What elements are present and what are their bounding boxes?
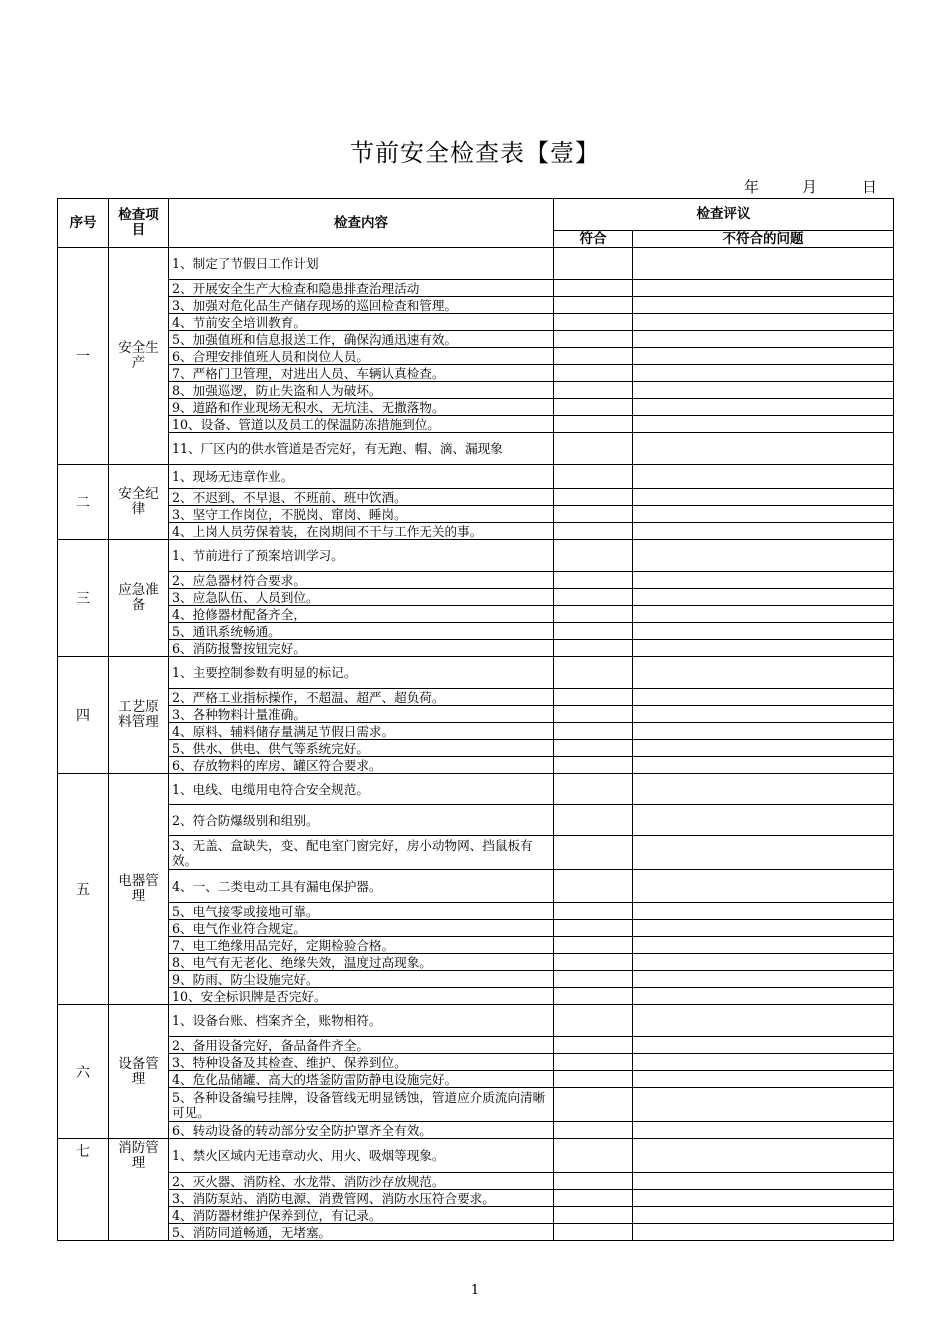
conform-cell[interactable] [554,623,633,640]
conform-cell[interactable] [554,365,633,382]
conform-cell[interactable] [554,1005,633,1037]
check-item: 1、主要控制参数有明显的标记。 [169,657,554,689]
page-number: 1 [470,1283,480,1298]
check-item: 2、应急器材符合要求。 [169,572,554,589]
check-item: 9、道路和作业现场无积水、无坑洼、无撒落物。 [169,399,554,416]
header-conform: 符合 [554,231,633,248]
check-item: 4、一、二类电动工具有漏电保护器。 [169,870,554,903]
issue-cell[interactable] [633,1037,894,1054]
issue-cell[interactable] [633,314,894,331]
check-item: 3、消防泵站、消防电源、消费管网、消防水压符合要求。 [169,1190,554,1207]
issue-cell[interactable] [633,623,894,640]
conform-cell[interactable] [554,1088,633,1122]
table-row [58,572,894,589]
section-name: 工艺原料管理 [109,657,169,774]
issue-cell[interactable] [633,1190,894,1207]
table-row [58,540,894,572]
table-row [58,523,894,540]
conform-cell[interactable] [554,540,633,572]
issue-cell[interactable] [633,640,894,657]
issue-cell[interactable] [633,689,894,706]
check-item: 2、备用设备完好，备品备件齐全。 [169,1037,554,1054]
table-row [58,506,894,523]
issue-cell[interactable] [633,740,894,757]
check-item: 3、特种设备及其检查、维护、保养到位。 [169,1054,554,1071]
check-item: 1、制定了节假日工作计划 [169,248,554,280]
conform-cell[interactable] [554,640,633,657]
table-row [58,723,894,740]
section-name: 消防管理 [109,1139,169,1241]
conform-cell[interactable] [554,1190,633,1207]
table-row [58,365,894,382]
conform-cell[interactable] [554,1139,633,1173]
table-row [58,988,894,1005]
check-item: 2、符合防爆级别和组别。 [169,805,554,836]
conform-cell[interactable] [554,433,633,465]
table-row [58,805,894,836]
table-row [58,1054,894,1071]
section-name: 应急准备 [109,540,169,657]
conform-cell[interactable] [554,465,633,489]
table-row [58,416,894,433]
conform-cell[interactable] [554,971,633,988]
conform-cell[interactable] [554,1207,633,1224]
conform-cell[interactable] [554,314,633,331]
check-item: 2、开展安全生产大检查和隐患排查治理活动 [169,280,554,297]
check-item: 1、现场无违章作业。 [169,465,554,489]
conform-cell[interactable] [554,988,633,1005]
conform-cell[interactable] [554,348,633,365]
issue-cell[interactable] [633,606,894,623]
table-row [58,465,894,489]
conform-cell[interactable] [554,297,633,314]
table-row [58,706,894,723]
check-item: 3、坚守工作岗位，不脱岗、窜岗、睡岗。 [169,506,554,523]
check-item: 6、存放物料的库房、罐区符合要求。 [169,757,554,774]
table-row [58,971,894,988]
table-row [58,740,894,757]
conform-cell[interactable] [554,740,633,757]
check-item: 2、严格工业指标操作，不超温、超严、超负荷。 [169,689,554,706]
conform-cell[interactable] [554,723,633,740]
check-item: 5、各种设备编号挂牌，设备管线无明显锈蚀，管道应介质流向清晰可见。 [169,1088,554,1122]
check-item: 8、加强巡逻，防止失盗和人为破坏。 [169,382,554,399]
table-row [58,903,894,920]
table-row [58,1173,894,1190]
check-item: 7、电工绝缘用品完好，定期检验合格。 [169,937,554,954]
issue-cell[interactable] [633,954,894,971]
section-number: 四 [58,657,109,774]
check-item: 4、上岗人员劳保着装，在岗期间不干与工作无关的事。 [169,523,554,540]
check-item: 9、防雨、防尘设施完好。 [169,971,554,988]
issue-cell[interactable] [633,657,894,689]
issue-cell[interactable] [633,382,894,399]
issue-cell[interactable] [633,1005,894,1037]
check-item: 8、电气有无老化、绝缘失效，温度过高现象。 [169,954,554,971]
issue-cell[interactable] [633,988,894,1005]
conform-cell[interactable] [554,870,633,903]
section-number: 一 [58,248,109,465]
table-row [58,348,894,365]
issue-cell[interactable] [633,774,894,805]
inspection-table-body [58,248,894,1241]
conform-cell[interactable] [554,523,633,540]
conform-cell[interactable] [554,805,633,836]
table-row [58,1207,894,1224]
check-item: 4、危化品储罐、高大的塔釜防雷防静电设施完好。 [169,1071,554,1088]
issue-cell[interactable] [633,1088,894,1122]
conform-cell[interactable] [554,382,633,399]
issue-cell[interactable] [633,1054,894,1071]
issue-cell[interactable] [633,348,894,365]
date-month-label: 月 [802,178,818,196]
check-item: 5、加强值班和信息报送工作，确保沟通迅速有效。 [169,331,554,348]
issue-cell[interactable] [633,331,894,348]
conform-cell[interactable] [554,757,633,774]
check-item: 1、电线、电缆用电符合安全规范。 [169,774,554,805]
issue-cell[interactable] [633,589,894,606]
table-row [58,1088,894,1122]
section-name: 设备管理 [109,1005,169,1139]
check-item: 6、电气作业符合规定。 [169,920,554,937]
conform-cell[interactable] [554,399,633,416]
conform-cell[interactable] [554,1054,633,1071]
issue-cell[interactable] [633,506,894,523]
table-row [58,623,894,640]
check-item: 10、设备、管道以及员工的保温防冻措施到位。 [169,416,554,433]
table-row [58,920,894,937]
table-row [58,1005,894,1037]
table-row [58,836,894,870]
issue-cell[interactable] [633,572,894,589]
issue-cell[interactable] [633,870,894,903]
issue-cell[interactable] [633,365,894,382]
issue-cell[interactable] [633,1224,894,1241]
check-item: 2、灭火器、消防栓、水龙带、消防沙存放规范。 [169,1173,554,1190]
table-row [58,1190,894,1207]
table-row [58,774,894,805]
check-item: 11、厂区内的供水管道是否完好，有无跑、帽、滴、漏现象 [169,433,554,465]
section-number: 六 [58,1005,109,1139]
check-item: 3、加强对危化品生产储存现场的巡回检查和管理。 [169,297,554,314]
table-row [58,314,894,331]
table-row [58,640,894,657]
conform-cell[interactable] [554,903,633,920]
conform-cell[interactable] [554,706,633,723]
inspection-table [57,198,894,1241]
issue-cell[interactable] [633,971,894,988]
issue-cell[interactable] [633,489,894,506]
conform-cell[interactable] [554,489,633,506]
check-item: 10、安全标识牌是否完好。 [169,988,554,1005]
issue-cell[interactable] [633,723,894,740]
conform-cell[interactable] [554,1071,633,1088]
check-item: 6、转动设备的转动部分安全防护罩齐全有效。 [169,1122,554,1139]
conform-cell[interactable] [554,506,633,523]
table-row [58,382,894,399]
table-row [58,297,894,314]
conform-cell[interactable] [554,954,633,971]
conform-cell[interactable] [554,689,633,706]
header-issues: 不符合的问题 [633,231,894,248]
section-name: 安全纪律 [109,465,169,540]
section-name: 电器管理 [109,774,169,1005]
conform-cell[interactable] [554,937,633,954]
table-row [58,1122,894,1139]
check-item: 5、电气接零或接地可靠。 [169,903,554,920]
check-item: 5、供水、供电、供气等系统完好。 [169,740,554,757]
conform-cell[interactable] [554,1037,633,1054]
table-row [58,280,894,297]
check-item: 4、消防器材维护保养到位，有记录。 [169,1207,554,1224]
check-item: 5、消防同道畅通，无堵塞。 [169,1224,554,1241]
conform-cell[interactable] [554,606,633,623]
conform-cell[interactable] [554,1224,633,1241]
header-content: 检查内容 [169,199,554,248]
check-item: 7、严格门卫管理，对进出人员、车辆认真检查。 [169,365,554,382]
issue-cell[interactable] [633,706,894,723]
table-row [58,399,894,416]
issue-cell[interactable] [633,540,894,572]
section-number: 七 [58,1139,109,1241]
issue-cell[interactable] [633,465,894,489]
header-review: 检查评议 [554,199,894,231]
issue-cell[interactable] [633,433,894,465]
check-item: 6、合理安排值班人员和岗位人员。 [169,348,554,365]
table-row [58,870,894,903]
date-year-label: 年 [744,178,760,196]
check-item: 2、不迟到、不早退、不班前、班中饮酒。 [169,489,554,506]
issue-cell[interactable] [633,1071,894,1088]
issue-cell[interactable] [633,920,894,937]
check-item: 1、节前进行了预案培训学习。 [169,540,554,572]
conform-cell[interactable] [554,657,633,689]
check-item: 5、通讯系统畅通。 [169,623,554,640]
conform-cell[interactable] [554,248,633,280]
section-number: 二 [58,465,109,540]
table-row [58,1224,894,1241]
check-item: 3、各种物料计量准确。 [169,706,554,723]
conform-cell[interactable] [554,774,633,805]
check-item: 4、抢修器材配备齐全， [169,606,554,623]
check-item: 6、消防报警按钮完好。 [169,640,554,657]
section-number: 三 [58,540,109,657]
table-row [58,757,894,774]
conform-cell[interactable] [554,589,633,606]
issue-cell[interactable] [633,1173,894,1190]
table-row [58,589,894,606]
conform-cell[interactable] [554,331,633,348]
issue-cell[interactable] [633,297,894,314]
conform-cell[interactable] [554,572,633,589]
conform-cell[interactable] [554,1173,633,1190]
issue-cell[interactable] [633,280,894,297]
table-row [58,331,894,348]
issue-cell[interactable] [633,399,894,416]
page-title: 节前安全检查表【壹】 [350,139,600,167]
table-row [58,954,894,971]
check-item: 1、禁火区域内无违章动火、用火、吸烟等现象。 [169,1139,554,1173]
header-item-text: 检查项目 [118,207,159,238]
check-item: 4、节前安全培训教育。 [169,314,554,331]
issue-cell[interactable] [633,1139,894,1173]
section-name: 安全生产 [109,248,169,465]
table-row [58,248,894,280]
issue-cell[interactable] [633,523,894,540]
table-row [58,1071,894,1088]
issue-cell[interactable] [633,836,894,870]
table-row [58,433,894,465]
conform-cell[interactable] [554,280,633,297]
issue-cell[interactable] [633,757,894,774]
issue-cell[interactable] [633,416,894,433]
issue-cell[interactable] [633,903,894,920]
table-row [58,606,894,623]
date-day-label: 日 [862,178,878,196]
conform-cell[interactable] [554,416,633,433]
issue-cell[interactable] [633,248,894,280]
check-item: 3、应急队伍、人员到位。 [169,589,554,606]
check-item: 3、无盖、盒缺失，变、配电室门窗完好，房小动物网、挡鼠板有效。 [169,836,554,870]
table-row [58,937,894,954]
issue-cell[interactable] [633,1207,894,1224]
check-item: 4、原料、辅料储存量满足节假日需求。 [169,723,554,740]
issue-cell[interactable] [633,937,894,954]
table-row [58,1139,894,1173]
issue-cell[interactable] [633,1122,894,1139]
header-seq: 序号 [58,199,109,248]
conform-cell[interactable] [554,836,633,870]
table-row [58,689,894,706]
conform-cell[interactable] [554,1122,633,1139]
table-row [58,489,894,506]
conform-cell[interactable] [554,920,633,937]
header-item [109,199,169,248]
table-row [58,1037,894,1054]
table-row [58,657,894,689]
issue-cell[interactable] [633,805,894,836]
check-item: 1、设备台账、档案齐全，账物相符。 [169,1005,554,1037]
section-number: 五 [58,774,109,1005]
